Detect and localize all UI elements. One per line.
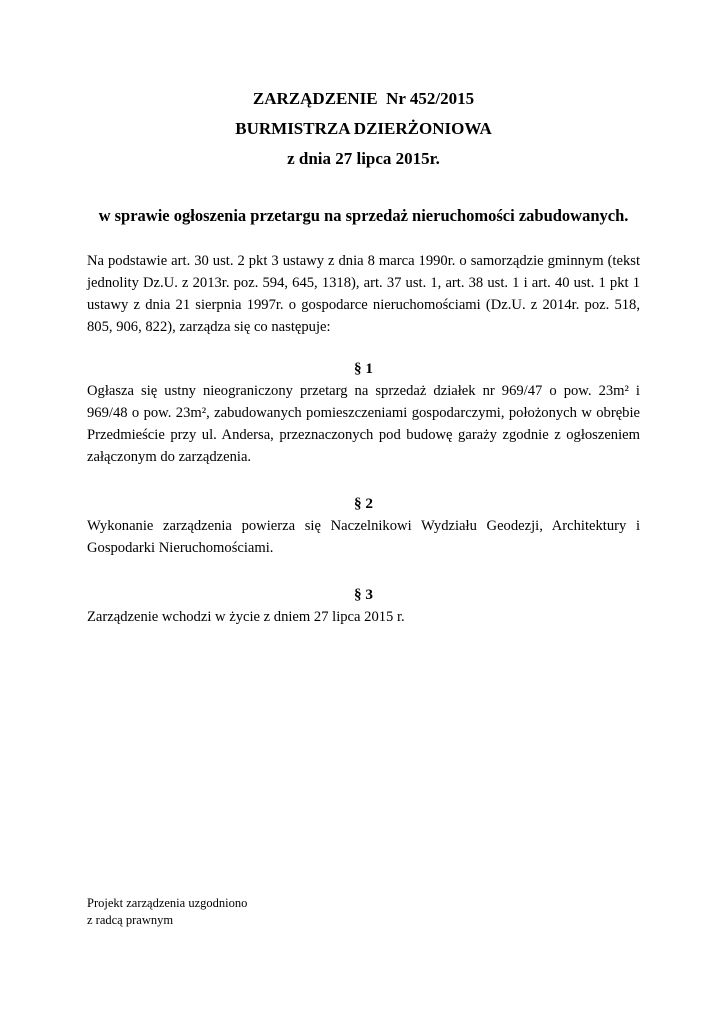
footer-note <box>87 895 387 928</box>
section-2-body: Wykonanie zarządzenia powierza się Naczelnikowi Wydziału Geodezji, Architektury i Gospodarki Nieruchomościami. <box>87 518 640 556</box>
subject-line: w sprawie ogłoszenia przetargu na sprzedaż nieruchomości zabudowanych. <box>98 206 629 225</box>
ordinance-number-line: ZARZĄDZENIE Nr 452/2015 <box>252 89 475 108</box>
section-3-body: Zarządzenie wchodzi w życie z dniem 27 lipca 2015 r. <box>87 609 405 625</box>
section-3-heading: § 3 <box>354 586 373 603</box>
footer-note-line-2: z radcą prawnym <box>87 912 174 927</box>
document-header <box>87 84 640 174</box>
section-1-heading: § 1 <box>354 360 373 377</box>
section-1-body: Ogłasza się ustny nieograniczony przetarg na sprzedaż działek nr 969/47 o pow. 23m² i 969/48 o pow. 23m², zabudowanych pomieszczeniami gospodarczymi, położonych w obrębie Przedmieście przy ul. Andersa, przeznaczonych pod budowę garaży zgodnie z ogłoszeniem załączonym do zarządzenia. <box>87 383 640 465</box>
section-2-heading: § 2 <box>354 495 373 512</box>
document-body <box>87 250 640 628</box>
legal-basis-paragraph: Na podstawie art. 30 ust. 2 pkt 3 ustawy z dnia 8 marca 1990r. o samorządzie gminnym (tekst jednolity Dz.U. z 2013r. poz. 594, 645, 1318), art. 37 ust. 1, art. 38 ust. 1 i art. 40 ust. 1 pkt 1 ustawy z dnia 21 sierpnia 1997r. o gospodarce nieruchomościami (Dz.U. z 2014r. poz. 518, 805, 906, 822), zarządza się co następuje: <box>87 253 640 335</box>
issuing-authority-line: BURMISTRZA DZIERŻONIOWA <box>235 119 492 138</box>
issue-date-line: z dnia 27 lipca 2015r. <box>287 149 440 168</box>
footer-note-line-1: Projekt zarządzenia uzgodniono <box>87 896 248 910</box>
